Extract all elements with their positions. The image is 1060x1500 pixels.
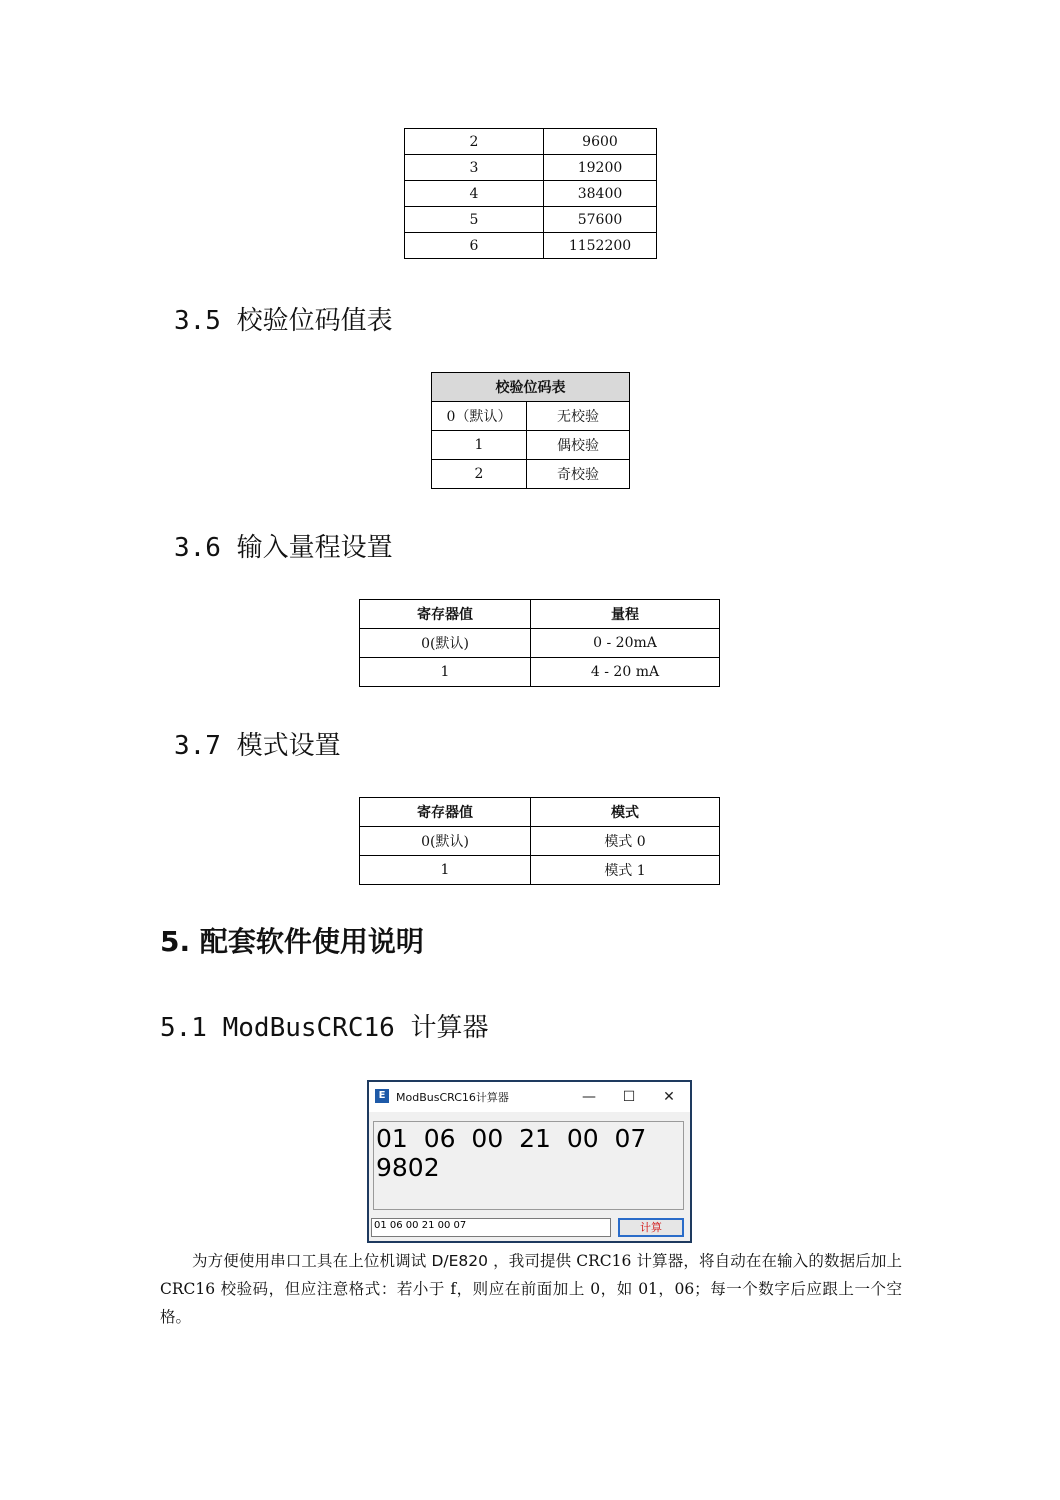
- table-cell: 9600: [544, 129, 657, 155]
- section-heading-3-5: 3.5 校验位码值表: [174, 306, 393, 336]
- column-header: 寄存器值: [360, 798, 531, 827]
- minimize-button[interactable]: —: [582, 1089, 596, 1105]
- table-row: [405, 129, 657, 155]
- table-cell: 2: [405, 129, 544, 155]
- table-cell: 2: [432, 460, 527, 489]
- crc16-calculator-window: [367, 1080, 692, 1243]
- mode-table: [359, 797, 720, 885]
- calculate-button[interactable]: 计算: [618, 1218, 684, 1237]
- table-cell: 0(默认): [360, 629, 531, 658]
- paragraph-text-1: 为方便使用串口工具在上位机调试: [192, 1252, 432, 1270]
- close-button[interactable]: ✕: [663, 1089, 675, 1105]
- table-cell: 5: [405, 207, 544, 233]
- section-heading-5: 5. 配套软件使用说明: [160, 925, 424, 958]
- table-cell: 0（默认）: [432, 402, 527, 431]
- table-row: [432, 460, 630, 489]
- table-row: [405, 181, 657, 207]
- table-cell: 57600: [544, 207, 657, 233]
- section-heading-3-7: 3.7 模式设置: [174, 731, 341, 761]
- table-cell: 奇校验: [527, 460, 630, 489]
- table-cell: 1: [360, 658, 531, 687]
- table-header-row: [360, 600, 720, 629]
- description-paragraph: [160, 1247, 902, 1331]
- column-header: 模式: [531, 798, 720, 827]
- hex-input-field[interactable]: 01 06 00 21 00 07: [371, 1218, 611, 1237]
- app-icon: E: [375, 1089, 389, 1103]
- table-cell: 偶校验: [527, 431, 630, 460]
- table-row: [405, 233, 657, 259]
- table-row: [432, 431, 630, 460]
- table-cell: 4: [405, 181, 544, 207]
- table-header-row: [432, 373, 630, 402]
- section-heading-5-1: 5.1 ModBusCRC16 计算器: [160, 1013, 489, 1043]
- table-row: [360, 827, 720, 856]
- window-titlebar[interactable]: [369, 1082, 690, 1112]
- table-cell: 19200: [544, 155, 657, 181]
- window-title: ModBusCRC16计算器: [396, 1091, 509, 1104]
- section-heading-3-6: 3.6 输入量程设置: [174, 533, 393, 563]
- table-cell: 38400: [544, 181, 657, 207]
- table-title: 校验位码表: [432, 373, 630, 402]
- table-cell: 0 - 20mA: [531, 629, 720, 658]
- column-header: 量程: [531, 600, 720, 629]
- table-row: [360, 629, 720, 658]
- table-row: [360, 856, 720, 885]
- table-cell: 模式 0: [531, 827, 720, 856]
- table-cell: 1: [432, 431, 527, 460]
- output-line-data: 01 06 00 21 00 07: [376, 1124, 647, 1153]
- output-line-crc: 9802: [376, 1153, 440, 1182]
- input-range-table: [359, 599, 720, 687]
- table-row: [405, 207, 657, 233]
- device-model: D/E820: [431, 1252, 489, 1270]
- paragraph-text-2: ，我司提供 CRC16 计算器，将自动在在输入的数据后加上 CRC16 校验码，但应注意格式：若小于 f，则应在前面加上 0，如 01，06；每一个数字后应跟上一个空格。: [160, 1252, 902, 1326]
- table-cell: 1152200: [544, 233, 657, 259]
- table-cell: 4 - 20 mA: [531, 658, 720, 687]
- maximize-button[interactable]: ☐: [622, 1089, 636, 1105]
- table-cell: 1: [360, 856, 531, 885]
- table-cell: 6: [405, 233, 544, 259]
- baud-rate-table: [404, 128, 657, 259]
- table-row: [405, 155, 657, 181]
- table-cell: 0(默认): [360, 827, 531, 856]
- table-cell: 模式 1: [531, 856, 720, 885]
- table-row: [432, 402, 630, 431]
- table-cell: 无校验: [527, 402, 630, 431]
- table-row: [360, 658, 720, 687]
- crc-output-area[interactable]: [373, 1121, 684, 1210]
- parity-table: [431, 372, 630, 489]
- table-cell: 3: [405, 155, 544, 181]
- column-header: 寄存器值: [360, 600, 531, 629]
- table-header-row: [360, 798, 720, 827]
